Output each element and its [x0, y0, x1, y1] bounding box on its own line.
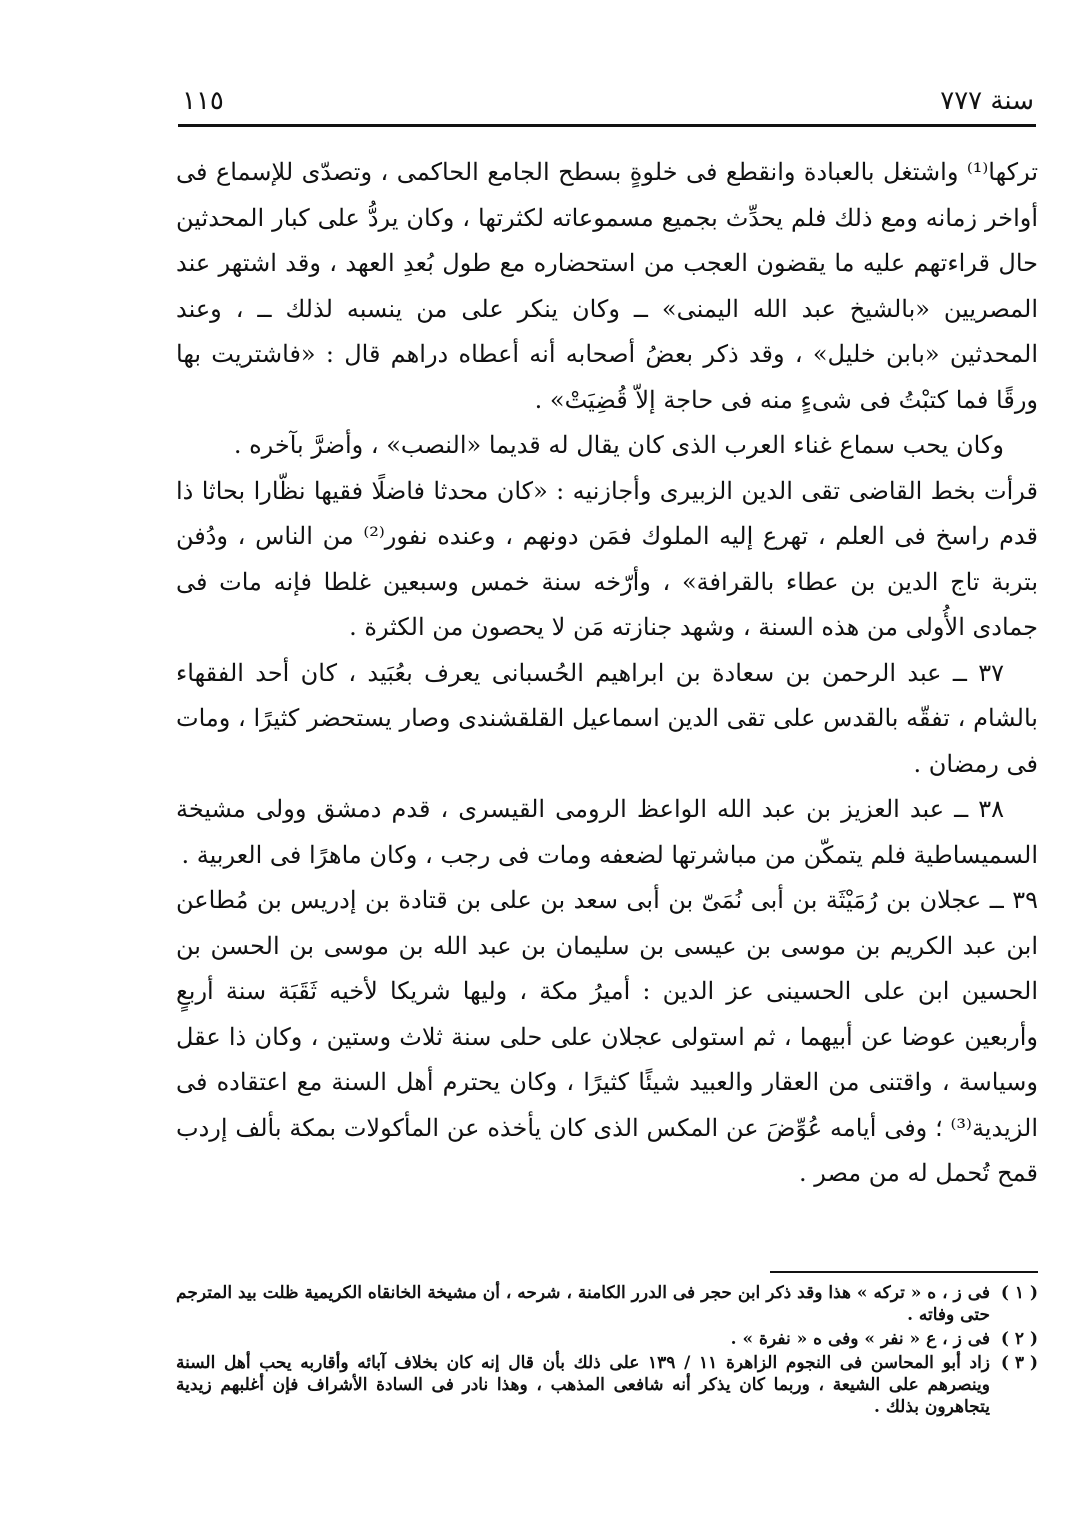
- header-rule: [178, 124, 1036, 127]
- footnote-1: [176, 1282, 1038, 1326]
- entry-39: ٣٩ ــ عجلان بن رُمَيْثَة بن أبى نُمَىّ بن أبى سعد بن على بن قتادة بن إدريس بن مُطاعن ابن عبد الكريم بن موسى بن عيسى بن سليمان بن عبد الله بن موسى بن الحسن بن الحسين ابن على الحسينى عز الدين : أميرُ مكة ، وليها شريكا لأخيه ثَقَبَة سنة أربعٍ وأربعين عوضا عن أبيهما ، ثم استولى عجلان على حلى سنة ثلاث وستين ، وكان ذا عقل وسياسة ، واقتنى من العقار والعبيد شيئًا كثيرًا ، وكان يحترم أهل السنة مع اعتقاده فى الزيدية⁽³⁾ ؛ وفى أيامه عُوِّضَ عن المكس الذى كان يأخذه عن المأكولات بمكة بألف إردب قمح تُحمل له من مصر .: [176, 886, 1038, 1187]
- footnote-text: فى ز ، ع « نفر » وفى ه « نفرة » .: [730, 1329, 990, 1349]
- paragraph-3: قرأت بخط القاضى تقى الدين الزبيرى وأجازنيه : «كان محدثا فاضلًا فقيها نظّارا بحاثا ذا قدم راسخ فى العلم ، تهرع إليه الملوك فمَن دونهم ، وعنده نفور⁽²⁾ من الناس ، ودُفن بتربة تاج الدين بن عطاء بالقرافة» ، وأرّخه سنة خمس وسبعين غلطا فإنه مات فى جمادى الأُولى من هذه السنة ، وشهد جنازته مَن لا يحصون من الكثرة .: [176, 476, 1038, 641]
- page-number: ١١٥: [182, 86, 224, 116]
- footnote-text: زاد أبو المحاسن فى النجوم الزاهرة ١١ / ١٣٩ على ذلك بأن قال إنه كان بخلاف آبائه وأقاربه يحب أهل السنة وينصرهم على الشيعة ، وربما كان يذكر أنه شافعى المذهب ، وهذا نادر فى السادة الأشراف فإن أغلبهم زيدية يتجاهرون بذلك .: [176, 1353, 990, 1417]
- entry-38: ٣٨ ــ عبد العزيز بن عبد الله الواعظ الرومى القيسرى ، قدم دمشق وولى مشيخة السميساطية فلم يتمكّن من مباشرتها لضعفه ومات فى رجب ، وكان ماهرًا فى العربية .: [176, 795, 1038, 869]
- footnote-2: [176, 1328, 1038, 1350]
- footnote-text: فى ز ، ه « تركه » هذا وقد ذكر ابن حجر فى الدرر الكامنة ، شرحه ، أن مشيخة الخانقاه الكريمية ظلت بيد المترجم حتى وفاته .: [176, 1283, 990, 1325]
- footnote-mark: ( ٣ ): [1000, 1353, 1038, 1373]
- footnote-mark: ( ٢ ): [1000, 1329, 1038, 1349]
- paragraph-2: وكان يحب سماع غناء العرب الذى كان يقال له قديما «النصب» ، وأضرَّ بآخره .: [233, 431, 1004, 459]
- running-head-year: سنة ٧٧٧: [940, 86, 1034, 116]
- footnote-3: [176, 1352, 1038, 1418]
- main-text: [176, 150, 1038, 1197]
- paragraph-1: تركها⁽¹⁾ واشتغل بالعبادة وانقطع فى خلوةٍ بسطح الجامع الحاكمى ، وتصدّى للإسماع فى أواخر زمانه ومع ذلك فلم يحدِّث بجميع مسموعاته لكثرتها ، وكان يردُّ على كبار المحدثين حال قراءتهم عليه ما يقضون العجب من استحضاره مع طول بُعدِ العهد ، وقد اشتهر عند المصريين «بالشيخ عبد الله اليمنى» ــ وكان ينكر على من ينسبه لذلك ــ ، وعند المحدثين «بابن خليل» ، وقد ذكر بعضُ أصحابه أنه أعطاه دراهم قال : «فاشتريت بها ورقًا فما كتبْتُ فى شىءٍ منه فى حاجة إلاّ قُضِيَتْ» .: [176, 158, 1038, 414]
- running-header: [178, 86, 1034, 122]
- entry-37: ٣٧ ــ عبد الرحمن بن سعادة بن ابراهيم الحُسبانى يعرف بعُبَيد ، كان أحد الفقهاء بالشام ، تفقّه بالقدس على تقى الدين اسماعيل القلقشندى وصار يستحضر كثيرًا ، ومات فى رمضان .: [176, 658, 1038, 778]
- footnote-mark: ( ١ ): [1000, 1283, 1038, 1303]
- footnote-rule: [770, 1271, 1038, 1273]
- footnotes: [176, 1282, 1038, 1420]
